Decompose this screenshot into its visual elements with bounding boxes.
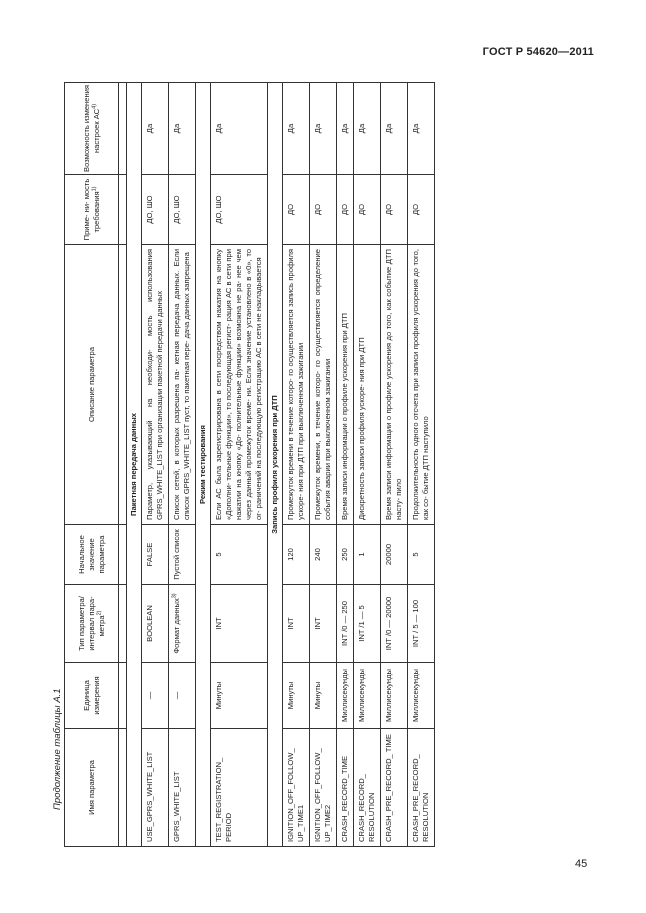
init-value-cell: 250 (337, 525, 354, 585)
param-name-cell: CRASH_PRE_RECORD_ RESOLUTION (408, 729, 435, 847)
type-cell: BOOLEAN (142, 585, 169, 663)
section-title: Режим тестирования (196, 83, 211, 847)
description-cell: Промежуток времени, в течение которо- го осуществляется определение события аварии при выключенном зажигании (310, 245, 337, 525)
section-row (127, 83, 142, 847)
param-name-cell: USE_GPRS_WHITE_LIST (142, 729, 169, 847)
applicability-cell: ДО, ШО (142, 175, 169, 245)
table-row (381, 83, 408, 847)
table-body (127, 83, 435, 847)
init-value-cell: 5 (211, 525, 268, 585)
param-name-cell: CRASH_RECORD_TIME (337, 729, 354, 847)
type-cell: INT /0 — 20000 (381, 585, 408, 663)
changeable-cell: Да (408, 83, 435, 175)
column-number-cell (119, 245, 127, 525)
column-header: Единица измерения (65, 663, 119, 729)
init-value-cell: Пустой список (169, 525, 196, 585)
column-header: Возможность изменения настроек АС$^{4)}$ (65, 83, 119, 175)
unit-cell: Миллисекунды (354, 663, 381, 729)
description-cell: Дискретность записи профиля ускоре- ния при ДТП (354, 245, 381, 525)
description-cell: Время записи информации о профиле ускорения до того, как событие ДТП насту- пило (381, 245, 408, 525)
column-number-cell (119, 525, 127, 585)
init-value-cell: 5 (408, 525, 435, 585)
standard-header: ГОСТ Р 54620—2011 (482, 46, 594, 58)
type-cell: INT (283, 585, 310, 663)
changeable-cell: Да (169, 83, 196, 175)
applicability-cell: ДО (354, 175, 381, 245)
table-row (211, 83, 268, 847)
unit-cell: Минуты (310, 663, 337, 729)
table-row (283, 83, 310, 847)
rotated-table-wrapper (64, 83, 582, 847)
table-row (354, 83, 381, 847)
changeable-cell: Да (381, 83, 408, 175)
applicability-cell: ДО (381, 175, 408, 245)
column-header: Имя параметра (65, 729, 119, 847)
unit-cell: Минуты (283, 663, 310, 729)
unit-cell: Миллисекунды (408, 663, 435, 729)
column-header: Приме- ни- мость требования$^{1)}$ (65, 175, 119, 245)
type-cell: Формат данных$^{3)}$ (169, 585, 196, 663)
param-name-cell: GPRS_WHITE_LIST (169, 729, 196, 847)
changeable-cell: Да (354, 83, 381, 175)
column-header: Тип параметра/ интервал пара- метра$^{2)}$ (65, 585, 119, 663)
section-row (196, 83, 211, 847)
init-value-cell: FALSE (142, 525, 169, 585)
table-row (337, 83, 354, 847)
column-header: Описание параметра (65, 245, 119, 525)
changeable-cell: Да (142, 83, 169, 175)
applicability-cell: ДО (408, 175, 435, 245)
applicability-cell: ДО, ШО (211, 175, 268, 245)
type-cell: INT /1 — 5 (354, 585, 381, 663)
type-cell: INT (211, 585, 268, 663)
type-cell: INT / 5 — 100 (408, 585, 435, 663)
column-number-cell (119, 585, 127, 663)
changeable-cell: Да (283, 83, 310, 175)
unit-cell: Миллисекунды (381, 663, 408, 729)
unit-cell: — (142, 663, 169, 729)
applicability-cell: ДО (283, 175, 310, 245)
type-cell: INT /0 — 250 (337, 585, 354, 663)
table-head (65, 83, 127, 847)
column-number-cell (119, 175, 127, 245)
description-cell: Если АС была зарегистрирована в сети посредством нажатия на кнопку «Дополни- тельные функции», то последующая регист- рация АС в сети при нажатии на кнопку «До- полнительные функции» возможна не ра- нее чем через данный промежуток време- ни. Если значение установлено в «0», то ог- раничений на последующую регистрацию АС в сети не накладывается (211, 245, 268, 525)
table-row (310, 83, 337, 847)
param-name-cell: TEST_REGISTRATION_ PERIOD (211, 729, 268, 847)
param-name-cell: IGNITION_OFF_FOLLOW_ UP_TIME2 (310, 729, 337, 847)
column-number-cell (119, 663, 127, 729)
param-name-cell: IGNITION_OFF_FOLLOW_ UP_TIME1 (283, 729, 310, 847)
description-cell: Время записи информации о профиле ускорения при ДТП (337, 245, 354, 525)
changeable-cell: Да (310, 83, 337, 175)
column-number-cell (119, 729, 127, 847)
continuation-label: Продолжение таблицы А.1 (52, 688, 63, 810)
table-row (169, 83, 196, 847)
unit-cell: — (169, 663, 196, 729)
table-row (408, 83, 435, 847)
param-name-cell: CRASH_RECORD_ RESOLUTION (354, 729, 381, 847)
parameters-table (64, 82, 435, 847)
init-value-cell: 20000 (381, 525, 408, 585)
applicability-cell: ДО (337, 175, 354, 245)
section-title: Пакетная передача данных (127, 83, 142, 847)
changeable-cell: Да (337, 83, 354, 175)
description-cell: Список сетей, в которых разрешена па- кетная передача данных. Если список GPRS_WHITE_LIST пуст, то пакетная пере- дача данных запрещена (169, 245, 196, 525)
type-cell: INT (310, 585, 337, 663)
table-row (142, 83, 169, 847)
section-title: Запись профиля ускорения при ДТП (268, 83, 283, 847)
param-name-cell: CRASH_PRE_RECORD_ TIME (381, 729, 408, 847)
unit-cell: Минуты (211, 663, 268, 729)
description-cell: Промежуток времени в течение которо- го осуществляется запись профиля ускоре- ния при ДТП при выключенном зажигании (283, 245, 310, 525)
init-value-cell: 240 (310, 525, 337, 585)
description-cell: Продолжительность одного отсчета при записи профиля ускорения до того, как со- бытие ДТП наступило (408, 245, 435, 525)
applicability-cell: ДО (310, 175, 337, 245)
init-value-cell: 120 (283, 525, 310, 585)
unit-cell: Миллисекунды (337, 663, 354, 729)
changeable-cell: Да (211, 83, 268, 175)
page-number: 45 (575, 858, 588, 870)
column-header: Начальное значение параметра (65, 525, 119, 585)
section-row (268, 83, 283, 847)
description-cell: Параметр, указывающий на необходи- мость использования GPRS_WHITE_LIST при организации пакетной передачи данных (142, 245, 169, 525)
column-number-cell (119, 83, 127, 175)
applicability-cell: ДО, ШО (169, 175, 196, 245)
init-value-cell: 1 (354, 525, 381, 585)
